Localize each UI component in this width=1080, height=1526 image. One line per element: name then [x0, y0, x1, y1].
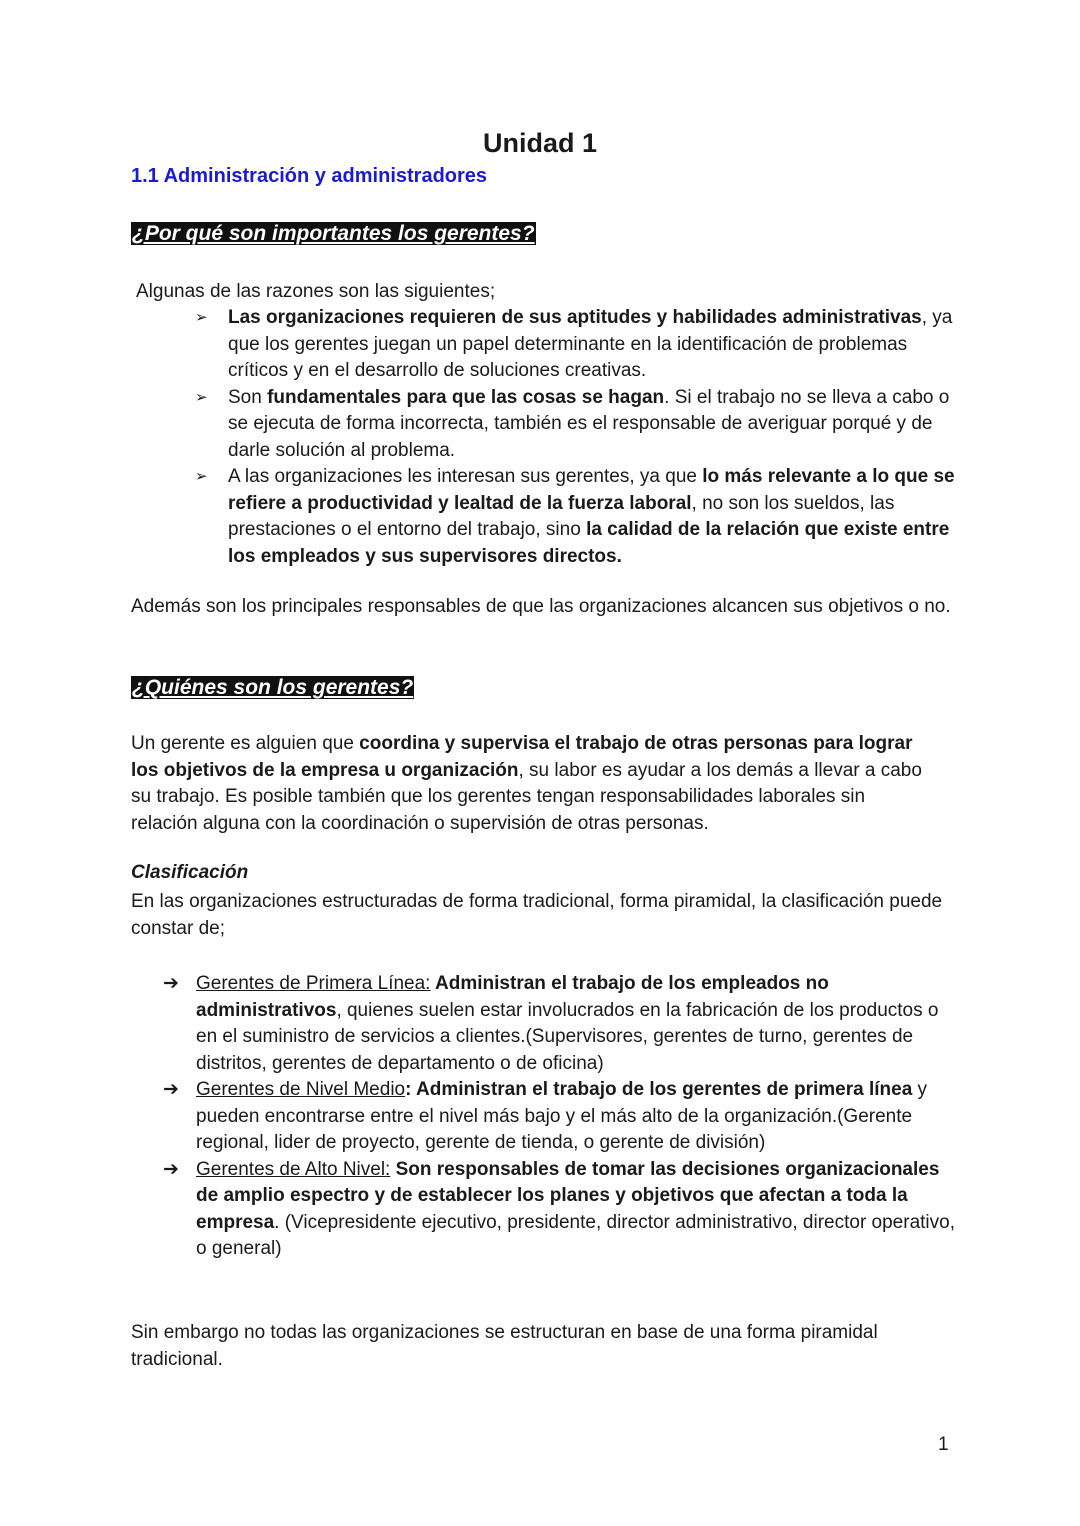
- arrow-bullet-icon: ➔: [163, 1079, 179, 1100]
- list-item: ➔ Gerentes de Nivel Medio: Administran el trabajo de los gerentes de primera línea y pueden encontrarse entre el nivel más bajo y el más alto de la organización.(Gerente regional, lider de proyecto, gerente de tienda, o gerente de división): [163, 1079, 928, 1153]
- heading-who-text: ¿Quiénes son los gerentes?: [132, 676, 414, 699]
- heading-importance: [131, 221, 536, 247]
- closing-paragraph-2: Sin embargo no todas las organizaciones se estructuran en base de una forma piramidal tradicional.: [131, 1322, 878, 1370]
- list-item: ➔ Gerentes de Alto Nivel: Son responsables de tomar las decisiones organizacionales de amplio espectro y de establecer los planes y objetivos que afectan a toda la empresa. (Vicepresidente ejecutivo, presidente, director administrativo, director operativo, o general): [163, 1158, 955, 1259]
- classification-intro: En las organizaciones estructuradas de forma tradicional, forma piramidal, la clasificación puede constar de;: [131, 891, 943, 939]
- heading-who: [131, 675, 414, 701]
- list-item: ➢ Las organizaciones requieren de sus aptitudes y habilidades administrativas, ya que los gerentes juegan un papel determinante en la identificación de problemas críticos y en el desarrollo de soluciones creativas.: [195, 307, 953, 381]
- list-item: ➔ Gerentes de Primera Línea: Administran el trabajo de los empleados no administrativos, quienes suelen estar involucrados en la fabricación de los productos o en el suministro de servicios a clientes.(Supervisores, gerentes de turno, gerentes de distritos, gerentes de departamento o de oficina): [163, 973, 939, 1074]
- section-subtitle: 1.1 Administración y administradores: [131, 165, 488, 187]
- list-item: ➢ A las organizaciones les interesan sus gerentes, ya que lo más relevante a lo que se refiere a productividad y lealtad de la fuerza laboral, no son los sueldos, las prestaciones o el entorno del trabajo, sino la calidad de la relación que existe entre los empleados y sus supervisores directos.: [195, 466, 955, 567]
- intro-text: Algunas de las razones son las siguientes;: [136, 281, 496, 302]
- classification-heading: Clasificación: [131, 862, 249, 883]
- page-number: 1: [938, 1434, 949, 1455]
- arrow-bullet-icon: ➔: [163, 1158, 179, 1180]
- arrowhead-bullet-icon: ➢: [195, 388, 208, 406]
- arrowhead-bullet-icon: ➢: [195, 468, 208, 485]
- page-title: Unidad 1: [482, 128, 597, 158]
- arrowhead-bullet-icon: ➢: [195, 309, 208, 326]
- heading-importance-text: ¿Por qué son importantes los gerentes?: [132, 222, 535, 245]
- closing-paragraph-1: Además son los principales responsables de que las organizaciones alcancen sus objetivos o no.: [131, 596, 951, 617]
- manager-levels-list: [163, 971, 963, 1263]
- reasons-list: [195, 305, 965, 570]
- list-item: ➢ Son fundamentales para que las cosas se hagan. Si el trabajo no se lleva a cabo o se ejecuta de forma incorrecta, también es el responsable de averiguar porqué y de darle solución al problema.: [195, 386, 950, 461]
- definition-paragraph: Un gerente es alguien que coordina y supervisa el trabajo de otras personas para lograr los objetivos de la empresa u organización, su labor es ayudar a los demás a llevar a cabo su trabajo. Es posible también que los gerentes tengan responsabilidades laborales sin relación alguna con la coordinación o supervisión de otras personas.: [131, 733, 922, 834]
- arrow-bullet-icon: ➔: [163, 973, 179, 994]
